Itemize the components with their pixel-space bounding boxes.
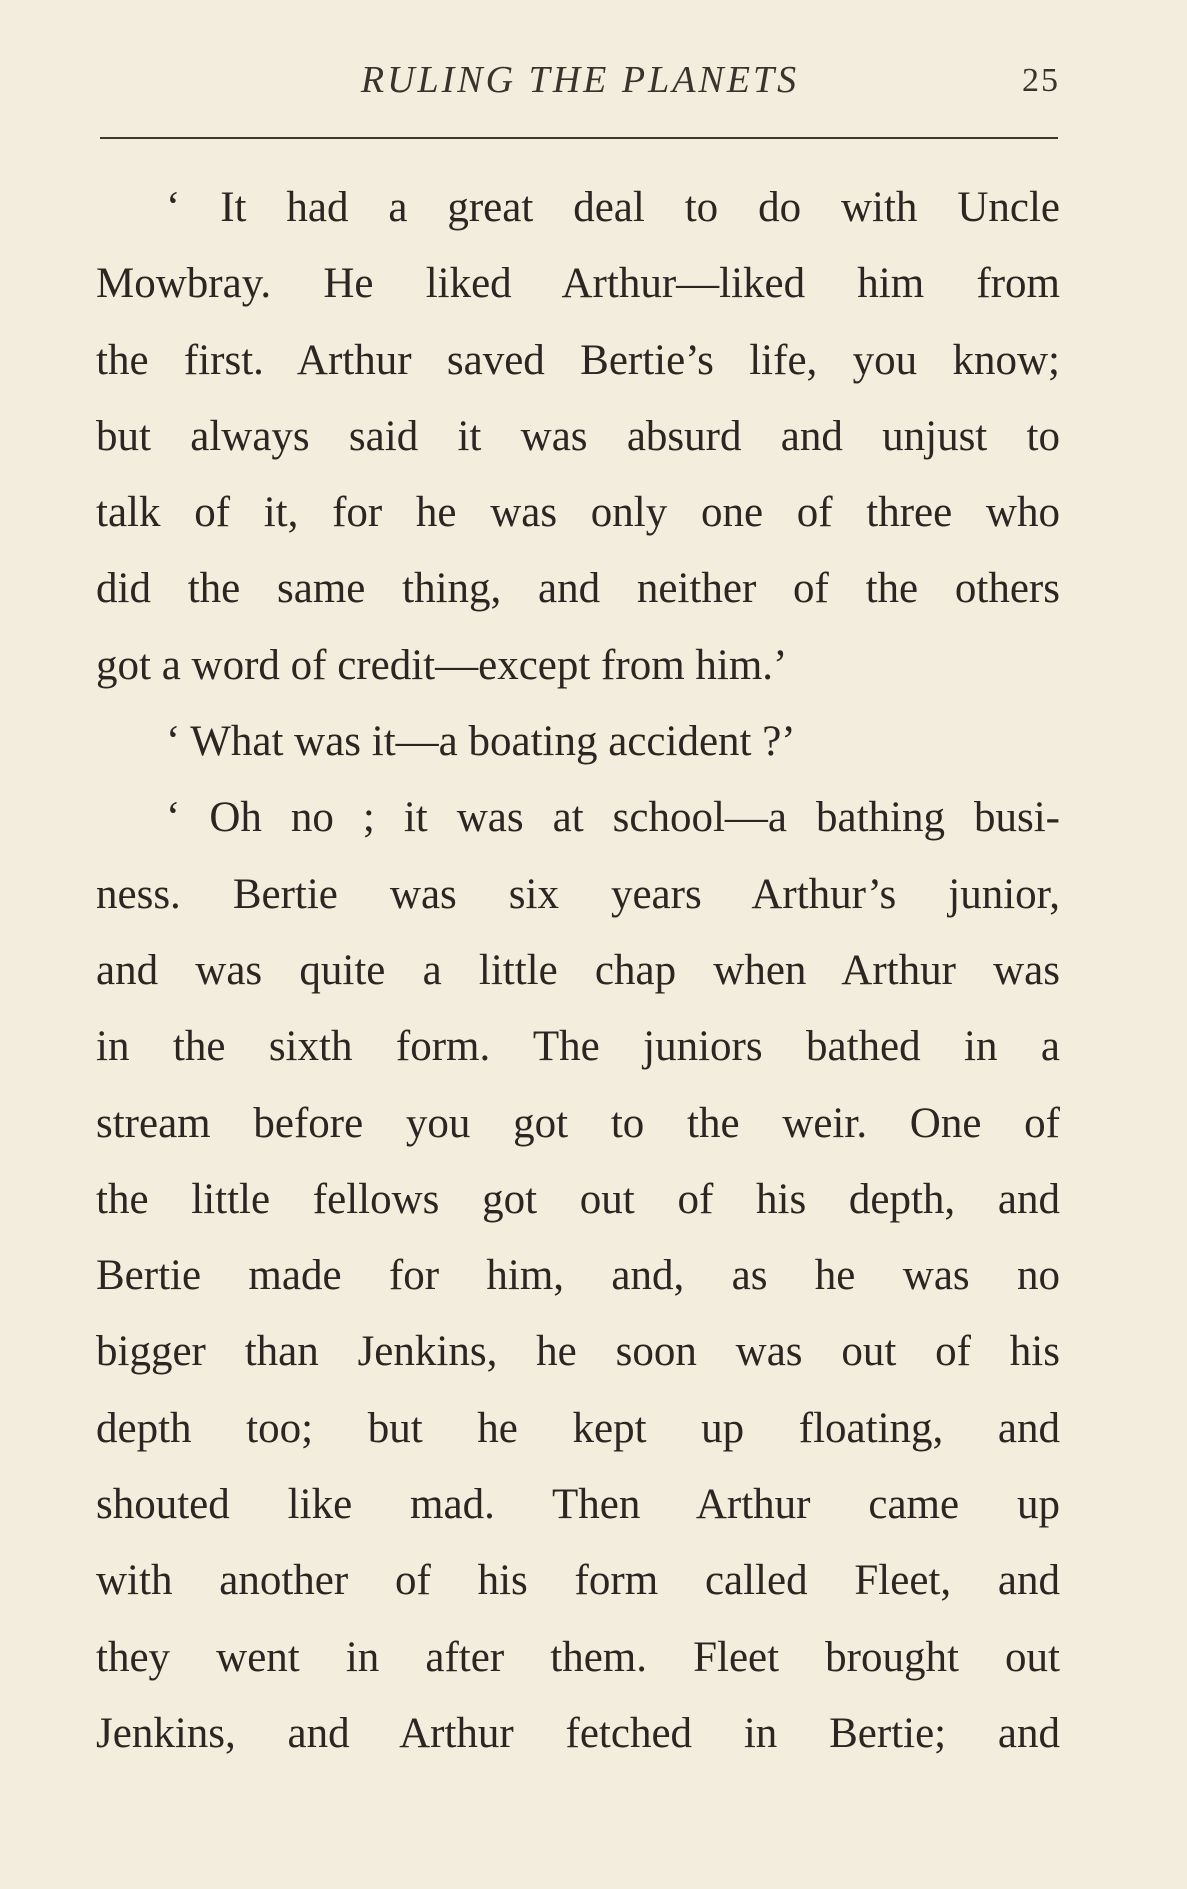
text-line: the first. Arthur saved Bertie’s life, you know; <box>96 336 1060 384</box>
text-line: in the sixth form. The juniors bathed in a <box>96 1023 1060 1071</box>
running-title: RULING THE PLANETS <box>360 59 800 101</box>
page-number: 25 <box>1022 62 1060 99</box>
text-line: ‘ Oh no ; it was at school—a bathing busi- <box>166 794 1060 842</box>
text-line: the little fellows got out of his depth, and <box>96 1175 1060 1223</box>
header-rule <box>100 137 1058 139</box>
text-line: got a word of credit—except from him.’ <box>96 641 788 689</box>
text-line: they went in after them. Fleet brought out <box>96 1633 1060 1681</box>
text-line: shouted like mad. Then Arthur came up <box>96 1481 1060 1529</box>
text-line: talk of it, for he was only one of three who <box>96 489 1060 537</box>
text-line: Mowbray. He liked Arthur—liked him from <box>96 260 1060 308</box>
text-line: but always said it was absurd and unjust to <box>96 412 1060 460</box>
text-line: depth too; but he kept up floating, and <box>96 1404 1060 1452</box>
text-line: Bertie made for him, and, as he was no <box>96 1252 1060 1300</box>
text-line: Jenkins, and Arthur fetched in Bertie; and <box>96 1709 1060 1757</box>
text-line: ness. Bertie was six years Arthur’s junior, <box>96 870 1060 918</box>
text-line: with another of his form called Fleet, and <box>96 1557 1060 1605</box>
text-line: ‘ It had a great deal to do with Uncle <box>166 184 1060 231</box>
text-line: did the same thing, and neither of the others <box>96 565 1060 613</box>
running-head <box>100 58 1060 108</box>
body-text <box>96 170 1060 1772</box>
text-line: stream before you got to the weir. One of <box>96 1099 1060 1147</box>
text-line: ‘ What was it—a boating accident ?’ <box>166 718 796 766</box>
text-line: bigger than Jenkins, he soon was out of his <box>96 1328 1060 1376</box>
text-line: and was quite a little chap when Arthur was <box>96 946 1060 994</box>
